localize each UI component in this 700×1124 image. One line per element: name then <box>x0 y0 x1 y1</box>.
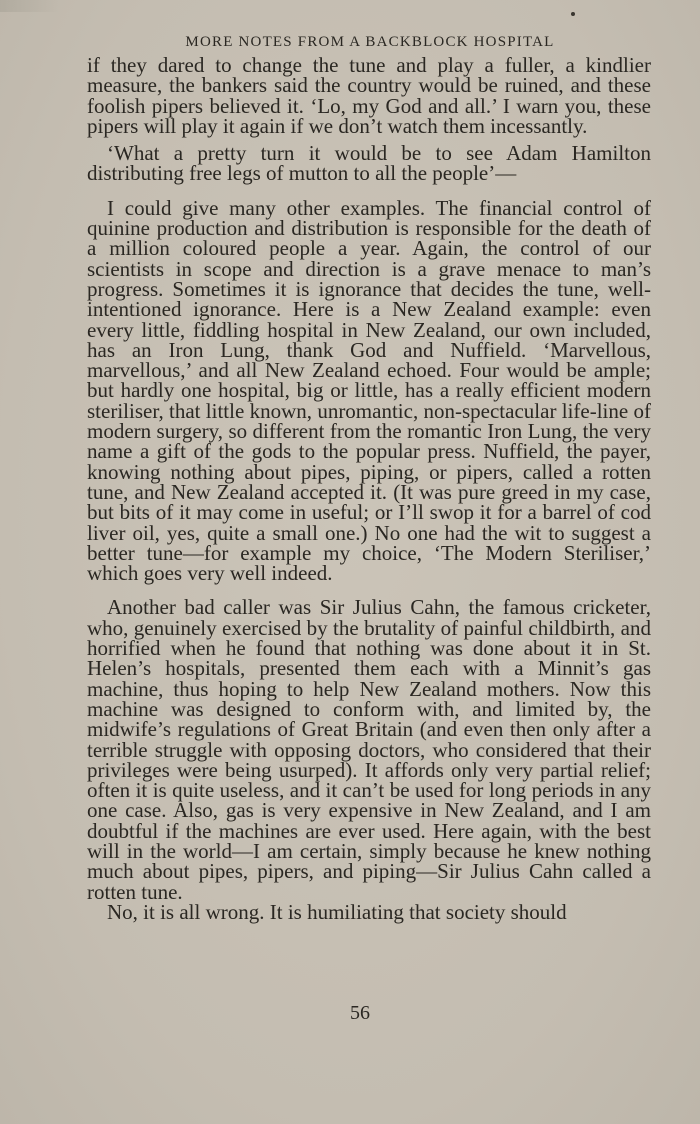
paragraph-julius-cahn: Another bad caller was Sir Julius Cahn, the famous cricketer, who, genuinely exercised by the brutality of painful childbirth, and horrified when he found that nothing was done about it in St. Helen’s hospitals, presented them each with a Minnit’s gas machine, thus hoping to help New Zealand mothers. Now this machine was designed to conform with, and limited by, the midwife’s regulations of Great Britain (and even then only after a terrible struggle with opposing doctors, who considered that their privileges were being usurped). It affords only very partial relief; often it is quite useless, and it can’t be used for long periods in any one case. Also, gas is very expensive in New Zealand, and I am doubtful if the machines are ever used. Here again, with the best will in the world—I am certain, simply because he knew nothing much about pipes, pipers, and piping—Sir Julius Cahn called a rotten tune. <box>87 595 651 904</box>
page-number: 56 <box>350 1002 370 1024</box>
paragraph-closing: No, it is all wrong. It is humiliating that society should <box>107 899 567 924</box>
paragraph-quote: ‘What a pretty turn it would be to see Adam Hamilton distributing free legs of mutton to all the people’— <box>87 141 651 186</box>
page-edge-discoloration <box>0 0 60 12</box>
running-head: MORE NOTES FROM A BACKBLOCK HOSPITAL <box>185 34 555 50</box>
paragraph-examples: I could give many other examples. The financial control of quinine production and distribution is responsible for the death of a million coloured people a year. Again, the control of our scientists in scope and direction is a grave menace to man’s progress. Sometimes it is ignorance that decides the tune, well-intentioned ignorance. Here is a New Zealand example: even every little, fiddling hospital in New Zealand, our own included, has an Iron Lung, thank God and Nuffield. ‘Marvellous, marvellous,’ and all New Zealand echoed. Four would be ample; but hardly one hospital, big or little, has a really efficient modern steriliser, that little known, unromantic, non-spectacular life-line of modern surgery, so different from the romantic Iron Lung, the very name a gift of the gods to the popular press. Nuffield, the payer, knowing nothing about pipes, piping, or pipers, called a rotten tune, and New Zealand accepted it. (It was pure greed in my case, but bits of it may come in useful; or I’ll swop it for a barrel of cod liver oil, yes, quite a small one.) No one had the wit to suggest a better tune—for example my choice, ‘The Modern Steriliser,’ which goes very well indeed. <box>87 195 651 586</box>
paragraph-continuation: if they dared to change the tune and play a fuller, a kindlier measure, the bankers said the country would be ruined, and these foolish pipers believed it. ‘Lo, my God and all.’ I warn you, these pipers will play it again if we don’t watch them incessantly. <box>87 53 651 138</box>
ink-speck <box>571 12 575 16</box>
body-text <box>87 55 651 922</box>
